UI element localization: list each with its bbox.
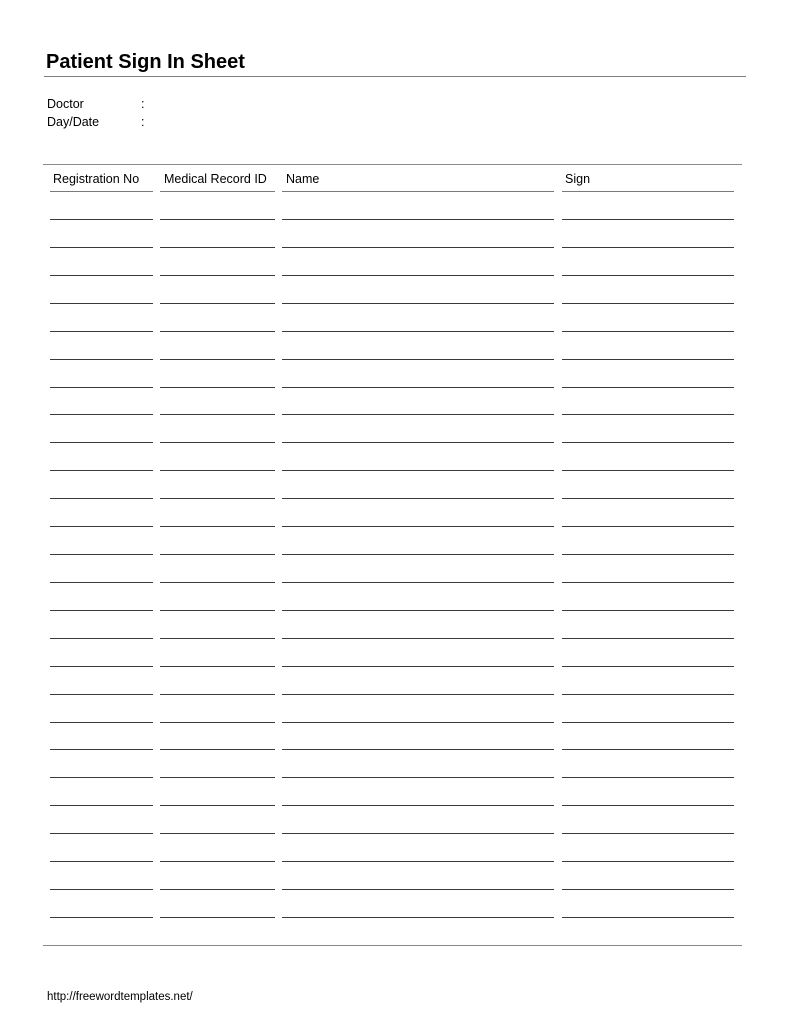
entry-line-row-12-col-3[interactable] (282, 526, 554, 527)
header-underline (562, 191, 734, 192)
entry-line-row-26-col-1[interactable] (50, 917, 153, 918)
entry-line-row-16-col-3[interactable] (282, 638, 554, 639)
entry-line-row-2-col-4[interactable] (562, 247, 734, 248)
entry-line-row-4-col-1[interactable] (50, 303, 153, 304)
entry-line-row-2-col-2[interactable] (160, 247, 275, 248)
entry-line-row-15-col-4[interactable] (562, 610, 734, 611)
entry-line-row-19-col-3[interactable] (282, 722, 554, 723)
doctor-separator: : (141, 97, 145, 111)
entry-line-row-14-col-1[interactable] (50, 582, 153, 583)
entry-line-row-22-col-4[interactable] (562, 805, 734, 806)
day-date-field (47, 114, 144, 130)
header-underline (160, 191, 275, 192)
entry-line-row-7-col-1[interactable] (50, 387, 153, 388)
entry-line-row-9-col-4[interactable] (562, 442, 734, 443)
entry-line-row-12-col-2[interactable] (160, 526, 275, 527)
entry-line-row-10-col-2[interactable] (160, 470, 275, 471)
entry-line-row-7-col-3[interactable] (282, 387, 554, 388)
entry-line-row-5-col-2[interactable] (160, 331, 275, 332)
entry-line-row-13-col-1[interactable] (50, 554, 153, 555)
entry-line-row-2-col-3[interactable] (282, 247, 554, 248)
entry-line-row-23-col-2[interactable] (160, 833, 275, 834)
entry-line-row-10-col-4[interactable] (562, 470, 734, 471)
entry-line-row-24-col-2[interactable] (160, 861, 275, 862)
entry-line-row-25-col-2[interactable] (160, 889, 275, 890)
day-date-separator: : (141, 115, 145, 129)
entry-line-row-9-col-3[interactable] (282, 442, 554, 443)
entry-line-row-20-col-4[interactable] (562, 749, 734, 750)
entry-line-row-15-col-2[interactable] (160, 610, 275, 611)
entry-line-row-26-col-2[interactable] (160, 917, 275, 918)
entry-line-row-18-col-4[interactable] (562, 694, 734, 695)
entry-line-row-19-col-4[interactable] (562, 722, 734, 723)
entry-line-row-22-col-1[interactable] (50, 805, 153, 806)
column-header-sign: Sign (565, 172, 591, 186)
page-title: Patient Sign In Sheet (46, 51, 245, 73)
entry-line-row-24-col-3[interactable] (282, 861, 554, 862)
entry-line-row-14-col-4[interactable] (562, 582, 734, 583)
entry-line-row-4-col-4[interactable] (562, 303, 734, 304)
entry-line-row-25-col-1[interactable] (50, 889, 153, 890)
column-header-name: Name (286, 172, 320, 186)
entry-line-row-20-col-2[interactable] (160, 749, 275, 750)
entry-line-row-3-col-4[interactable] (562, 275, 734, 276)
entry-line-row-14-col-3[interactable] (282, 582, 554, 583)
entry-line-row-6-col-3[interactable] (282, 359, 554, 360)
entry-line-row-11-col-4[interactable] (562, 498, 734, 499)
entry-line-row-23-col-3[interactable] (282, 833, 554, 834)
entry-line-row-21-col-1[interactable] (50, 777, 153, 778)
entry-line-row-13-col-2[interactable] (160, 554, 275, 555)
entry-line-row-5-col-3[interactable] (282, 331, 554, 332)
entry-line-row-6-col-1[interactable] (50, 359, 153, 360)
entry-line-row-23-col-1[interactable] (50, 833, 153, 834)
entry-line-row-14-col-2[interactable] (160, 582, 275, 583)
entry-line-row-12-col-1[interactable] (50, 526, 153, 527)
entry-line-row-7-col-2[interactable] (160, 387, 275, 388)
entry-line-row-16-col-1[interactable] (50, 638, 153, 639)
entry-line-row-2-col-1[interactable] (50, 247, 153, 248)
entry-line-row-25-col-4[interactable] (562, 889, 734, 890)
entry-line-row-9-col-1[interactable] (50, 442, 153, 443)
entry-line-row-8-col-1[interactable] (50, 414, 153, 415)
entry-line-row-6-col-4[interactable] (562, 359, 734, 360)
entry-line-row-7-col-4[interactable] (562, 387, 734, 388)
entry-line-row-25-col-3[interactable] (282, 889, 554, 890)
entry-line-row-16-col-2[interactable] (160, 638, 275, 639)
table-top-border (43, 164, 742, 165)
entry-line-row-10-col-3[interactable] (282, 470, 554, 471)
entry-line-row-3-col-3[interactable] (282, 275, 554, 276)
entry-line-row-8-col-4[interactable] (562, 414, 734, 415)
header-underline (50, 191, 153, 192)
entry-line-row-17-col-4[interactable] (562, 666, 734, 667)
doctor-label: Doctor (47, 97, 84, 111)
entry-line-row-19-col-2[interactable] (160, 722, 275, 723)
header-underline (282, 191, 554, 192)
entry-line-row-21-col-3[interactable] (282, 777, 554, 778)
entry-line-row-4-col-3[interactable] (282, 303, 554, 304)
entry-line-row-20-col-3[interactable] (282, 749, 554, 750)
entry-line-row-1-col-3[interactable] (282, 219, 554, 220)
entry-line-row-24-col-1[interactable] (50, 861, 153, 862)
entry-line-row-22-col-3[interactable] (282, 805, 554, 806)
entry-line-row-11-col-3[interactable] (282, 498, 554, 499)
entry-line-row-23-col-4[interactable] (562, 833, 734, 834)
doctor-field (47, 96, 144, 112)
entry-line-row-26-col-4[interactable] (562, 917, 734, 918)
entry-line-row-1-col-2[interactable] (160, 219, 275, 220)
entry-line-row-18-col-3[interactable] (282, 694, 554, 695)
entry-line-row-8-col-2[interactable] (160, 414, 275, 415)
entry-line-row-9-col-2[interactable] (160, 442, 275, 443)
entry-line-row-11-col-1[interactable] (50, 498, 153, 499)
table-bottom-border (43, 945, 742, 946)
entry-line-row-5-col-4[interactable] (562, 331, 734, 332)
entry-line-row-13-col-3[interactable] (282, 554, 554, 555)
entry-line-row-18-col-2[interactable] (160, 694, 275, 695)
entry-line-row-13-col-4[interactable] (562, 554, 734, 555)
column-header-medical-record-id: Medical Record ID (164, 172, 267, 186)
entry-line-row-20-col-1[interactable] (50, 749, 153, 750)
title-divider (44, 76, 746, 77)
entry-line-row-5-col-1[interactable] (50, 331, 153, 332)
entry-line-row-6-col-2[interactable] (160, 359, 275, 360)
entry-line-row-21-col-4[interactable] (562, 777, 734, 778)
entry-line-row-24-col-4[interactable] (562, 861, 734, 862)
entry-line-row-3-col-1[interactable] (50, 275, 153, 276)
entry-line-row-21-col-2[interactable] (160, 777, 275, 778)
entry-line-row-4-col-2[interactable] (160, 303, 275, 304)
entry-line-row-19-col-1[interactable] (50, 722, 153, 723)
entry-line-row-17-col-3[interactable] (282, 666, 554, 667)
entry-line-row-11-col-2[interactable] (160, 498, 275, 499)
day-date-label: Day/Date (47, 115, 100, 129)
entry-line-row-18-col-1[interactable] (50, 694, 153, 695)
entry-line-row-3-col-2[interactable] (160, 275, 275, 276)
entry-line-row-15-col-1[interactable] (50, 610, 153, 611)
entry-line-row-10-col-1[interactable] (50, 470, 153, 471)
entry-line-row-16-col-4[interactable] (562, 638, 734, 639)
entry-line-row-12-col-4[interactable] (562, 526, 734, 527)
entry-line-row-15-col-3[interactable] (282, 610, 554, 611)
entry-line-row-17-col-1[interactable] (50, 666, 153, 667)
entry-line-row-26-col-3[interactable] (282, 917, 554, 918)
entry-line-row-17-col-2[interactable] (160, 666, 275, 667)
entry-line-row-1-col-4[interactable] (562, 219, 734, 220)
column-header-registration-no: Registration No (53, 172, 140, 186)
entry-line-row-8-col-3[interactable] (282, 414, 554, 415)
entry-line-row-1-col-1[interactable] (50, 219, 153, 220)
footer-url: http://freewordtemplates.net/ (47, 991, 193, 1003)
entry-line-row-22-col-2[interactable] (160, 805, 275, 806)
